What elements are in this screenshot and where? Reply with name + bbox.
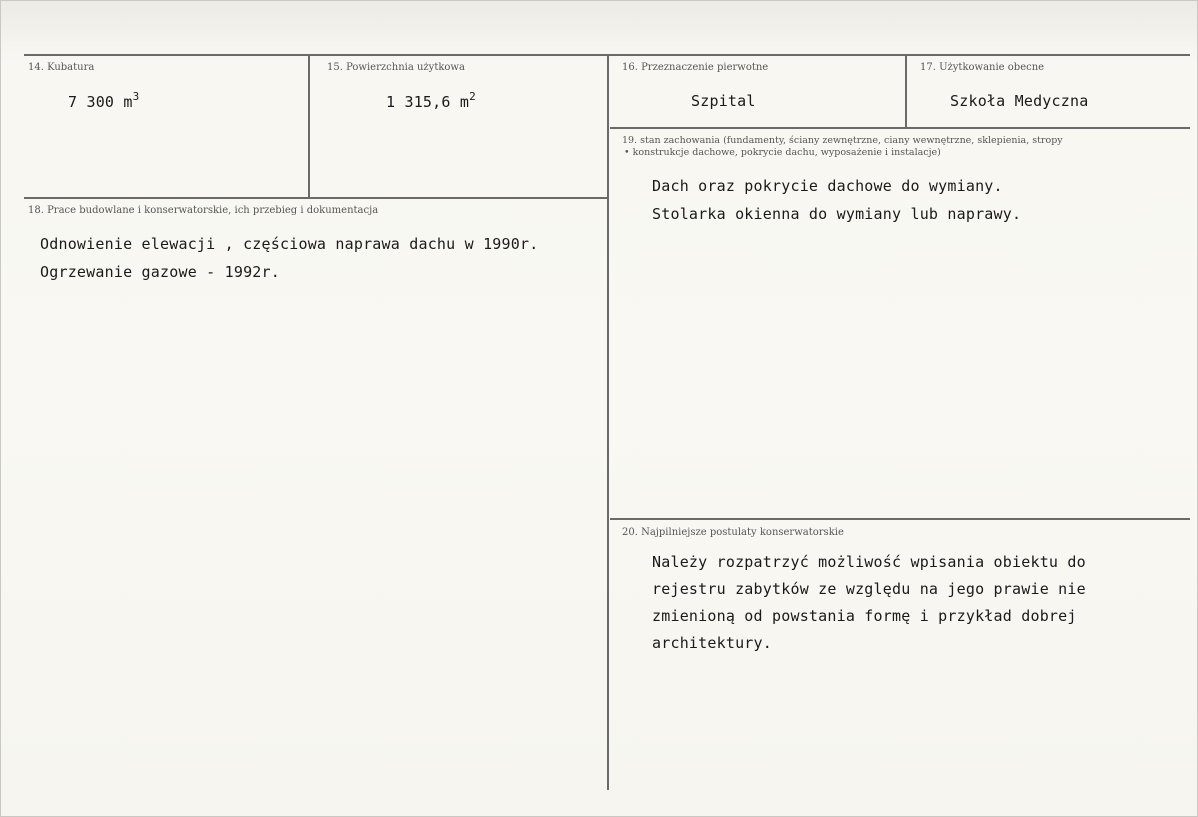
center-divider: [607, 55, 609, 790]
field-17-value: Szkoła Medyczna: [950, 92, 1089, 110]
rule-under-top-left: [24, 197, 608, 199]
field-18-text: [40, 230, 538, 286]
rule-above-20: [610, 518, 1190, 520]
field-20-text: [652, 549, 1086, 657]
field-18-label: 18. Prace budowlane i konserwatorskie, ich przebieg i dokumentacja: [28, 205, 379, 216]
field-15-value: [386, 90, 476, 111]
condition-label-line-1: 19. stan zachowania (fundamenty, ściany zewnętrzne, ciany wewnętrzne, sklepienia, stropy: [622, 135, 1063, 146]
field-16-label: 16. Przeznaczenie pierwotne: [622, 62, 769, 73]
field-19-label: [622, 135, 1063, 159]
works-line-1: Odnowienie elewacji , częściowa naprawa dachu w 1990r.: [40, 235, 539, 253]
field-19-text: [652, 172, 1021, 228]
postulates-line-2: rejestru zabytków ze względu na jego prawie nie: [652, 580, 1086, 598]
condition-line-2: Stolarka okienna do wymiany lub naprawy.: [652, 205, 1022, 223]
condition-line-1: Dach oraz pokrycie dachowe do wymiany.: [652, 177, 1003, 195]
field-15-label: 15. Powierzchnia użytkowa: [327, 62, 465, 73]
condition-label-line-2: • konstrukcje dachowe, pokrycie dachu, wyposażenie i instalacje): [624, 147, 941, 158]
usable-area-value: 1 315,6 m: [386, 93, 470, 111]
postulates-line-4: architektury.: [652, 634, 772, 652]
field-20-label: 20. Najpilniejsze postulaty konserwatorskie: [622, 527, 844, 538]
field-16-value: Szpital: [691, 92, 756, 110]
cubature-value: 7 300 m: [68, 93, 133, 111]
postulates-line-1: Należy rozpatrzyć możliwość wpisania obiektu do: [652, 553, 1086, 571]
field-17-label: 17. Użytkowanie obecne: [920, 62, 1045, 73]
postulates-line-3: zmienioną od powstania formę i przykład dobrej: [652, 607, 1077, 625]
field-14-value: [68, 90, 139, 111]
divider-16-17: [905, 55, 907, 128]
area-unit-exponent: 2: [469, 90, 476, 103]
works-line-2: Ogrzewanie gazowe - 1992r.: [40, 263, 280, 281]
cubature-unit-exponent: 3: [132, 90, 140, 103]
rule-under-16-17: [610, 127, 1190, 129]
divider-14-15: [308, 55, 310, 198]
field-14-label: 14. Kubatura: [28, 62, 95, 73]
